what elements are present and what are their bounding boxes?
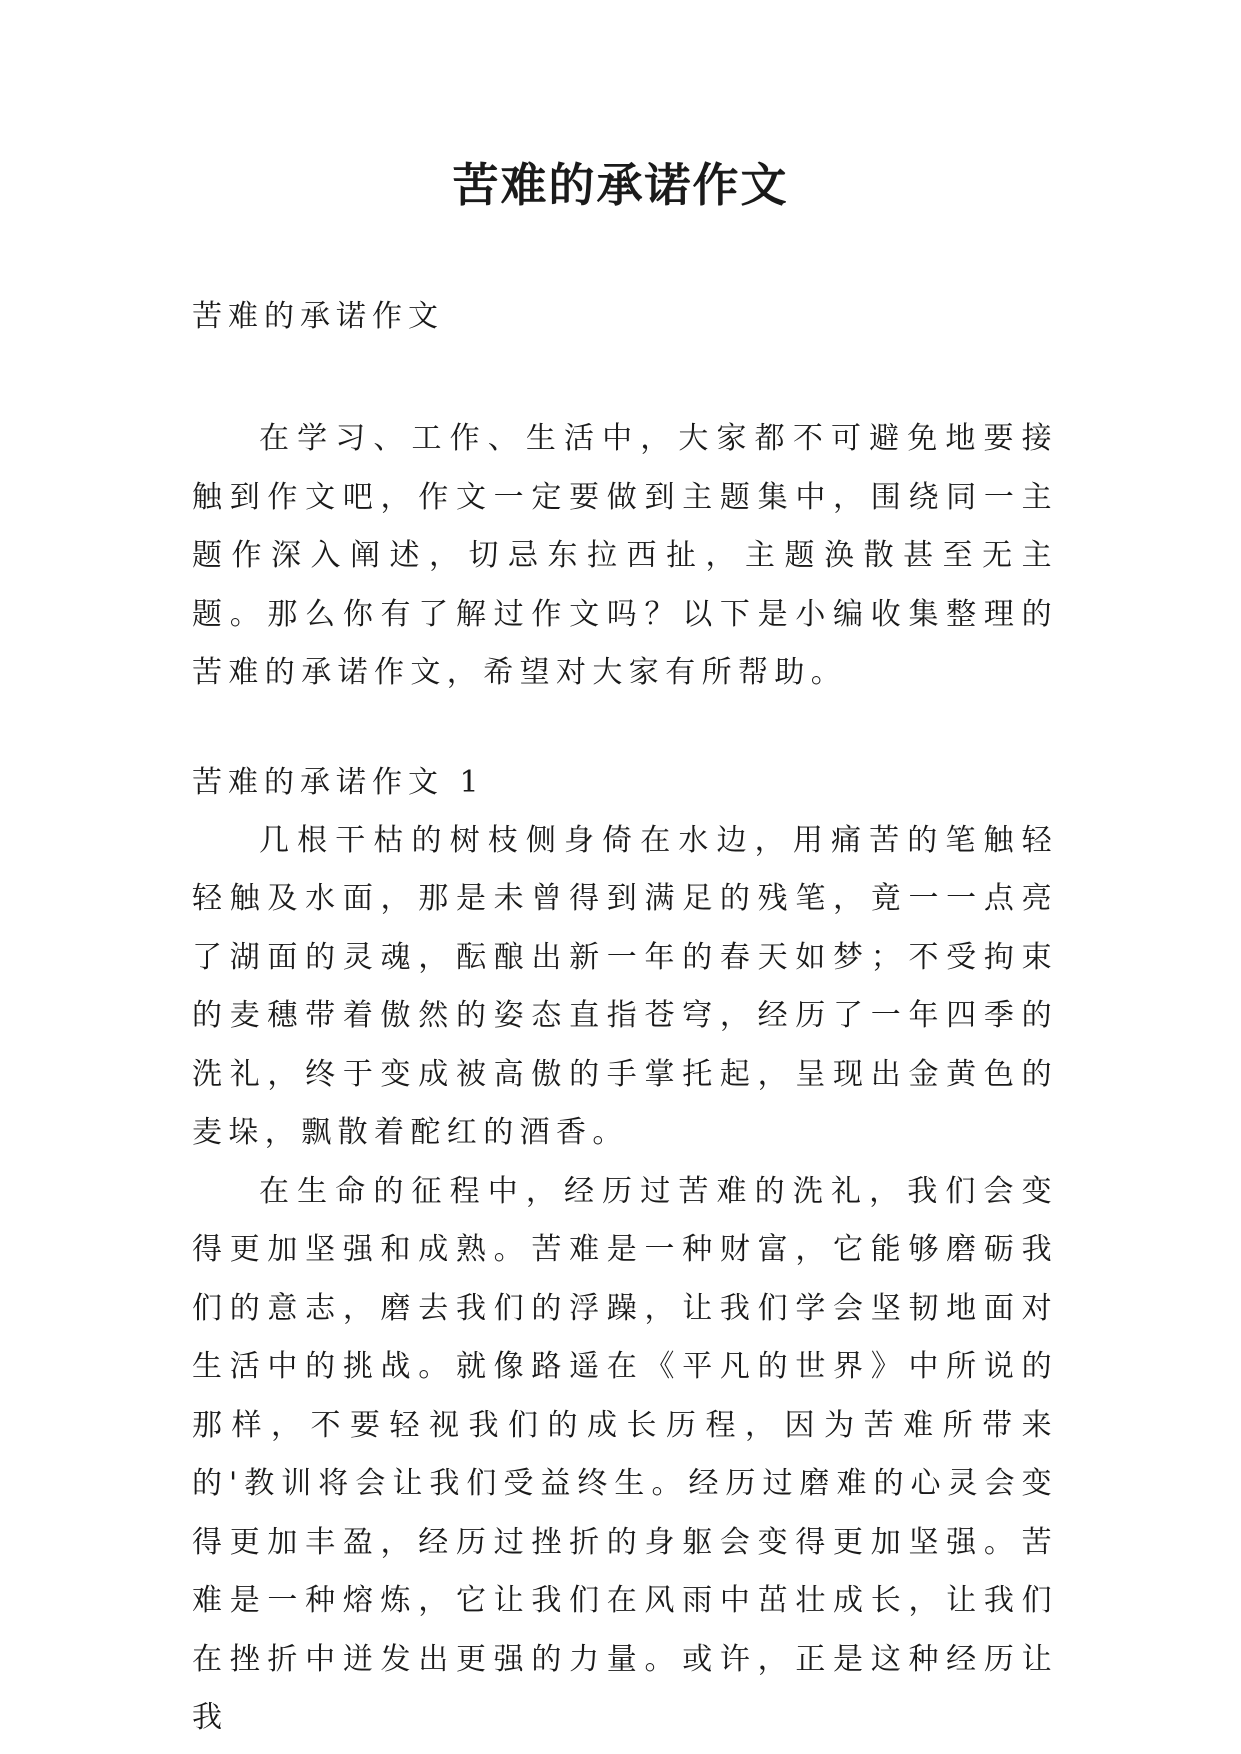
- intro-paragraph: 在学习、工作、生活中，大家都不可避免地要接触到作文吧，作文一定要做到主题集中，围绕同一主题作深入阐述，切忌东拉西扯，主题涣散甚至无主题。那么你有了解过作文吗？以下是小编收集整理的苦难的承诺作文，希望对大家有所帮助。: [192, 421, 1058, 690]
- section-paragraph-2: 在生命的征程中，经历过苦难的洗礼，我们会变得更加坚强和成熟。苦难是一种财富，它能够磨砺我们的意志，磨去我们的浮躁，让我们学会坚韧地面对生活中的挑战。就像路遥在《平凡的世界》中所说的那样，不要轻视我们的成长历程，因为苦难所带来的'教训将会让我们受益终生。经历过磨难的心灵会变得更加丰盈，经历过挫折的身躯会变得更加坚强。苦难是一种熔炼，它让我们在风雨中茁壮成长，让我们在挫折中迸发出更强的力量。或许，正是这种经历让我: [192, 1173, 1058, 1735]
- spacer: [192, 703, 1058, 754]
- section-body: [192, 812, 1058, 1748]
- section-paragraph-1: 几根干枯的树枝侧身倚在水边，用痛苦的笔触轻轻触及水面，那是未曾得到满足的残笔，竟一一点亮了湖面的灵魂，酝酿出新一年的春天如梦；不受拘束的麦穗带着傲然的姿态直指苍穹，经历了一年四季的洗礼，终于变成被高傲的手掌托起，呈现出金黄色的麦垛，飘散着酡红的酒香。: [192, 822, 1058, 1150]
- document-subtitle: 苦难的承诺作文: [192, 299, 444, 334]
- section-heading: 苦难的承诺作文 1: [192, 764, 485, 800]
- document-title: 苦难的承诺作文: [452, 158, 789, 212]
- spacer: [192, 346, 1058, 410]
- document-body: [192, 288, 1058, 1748]
